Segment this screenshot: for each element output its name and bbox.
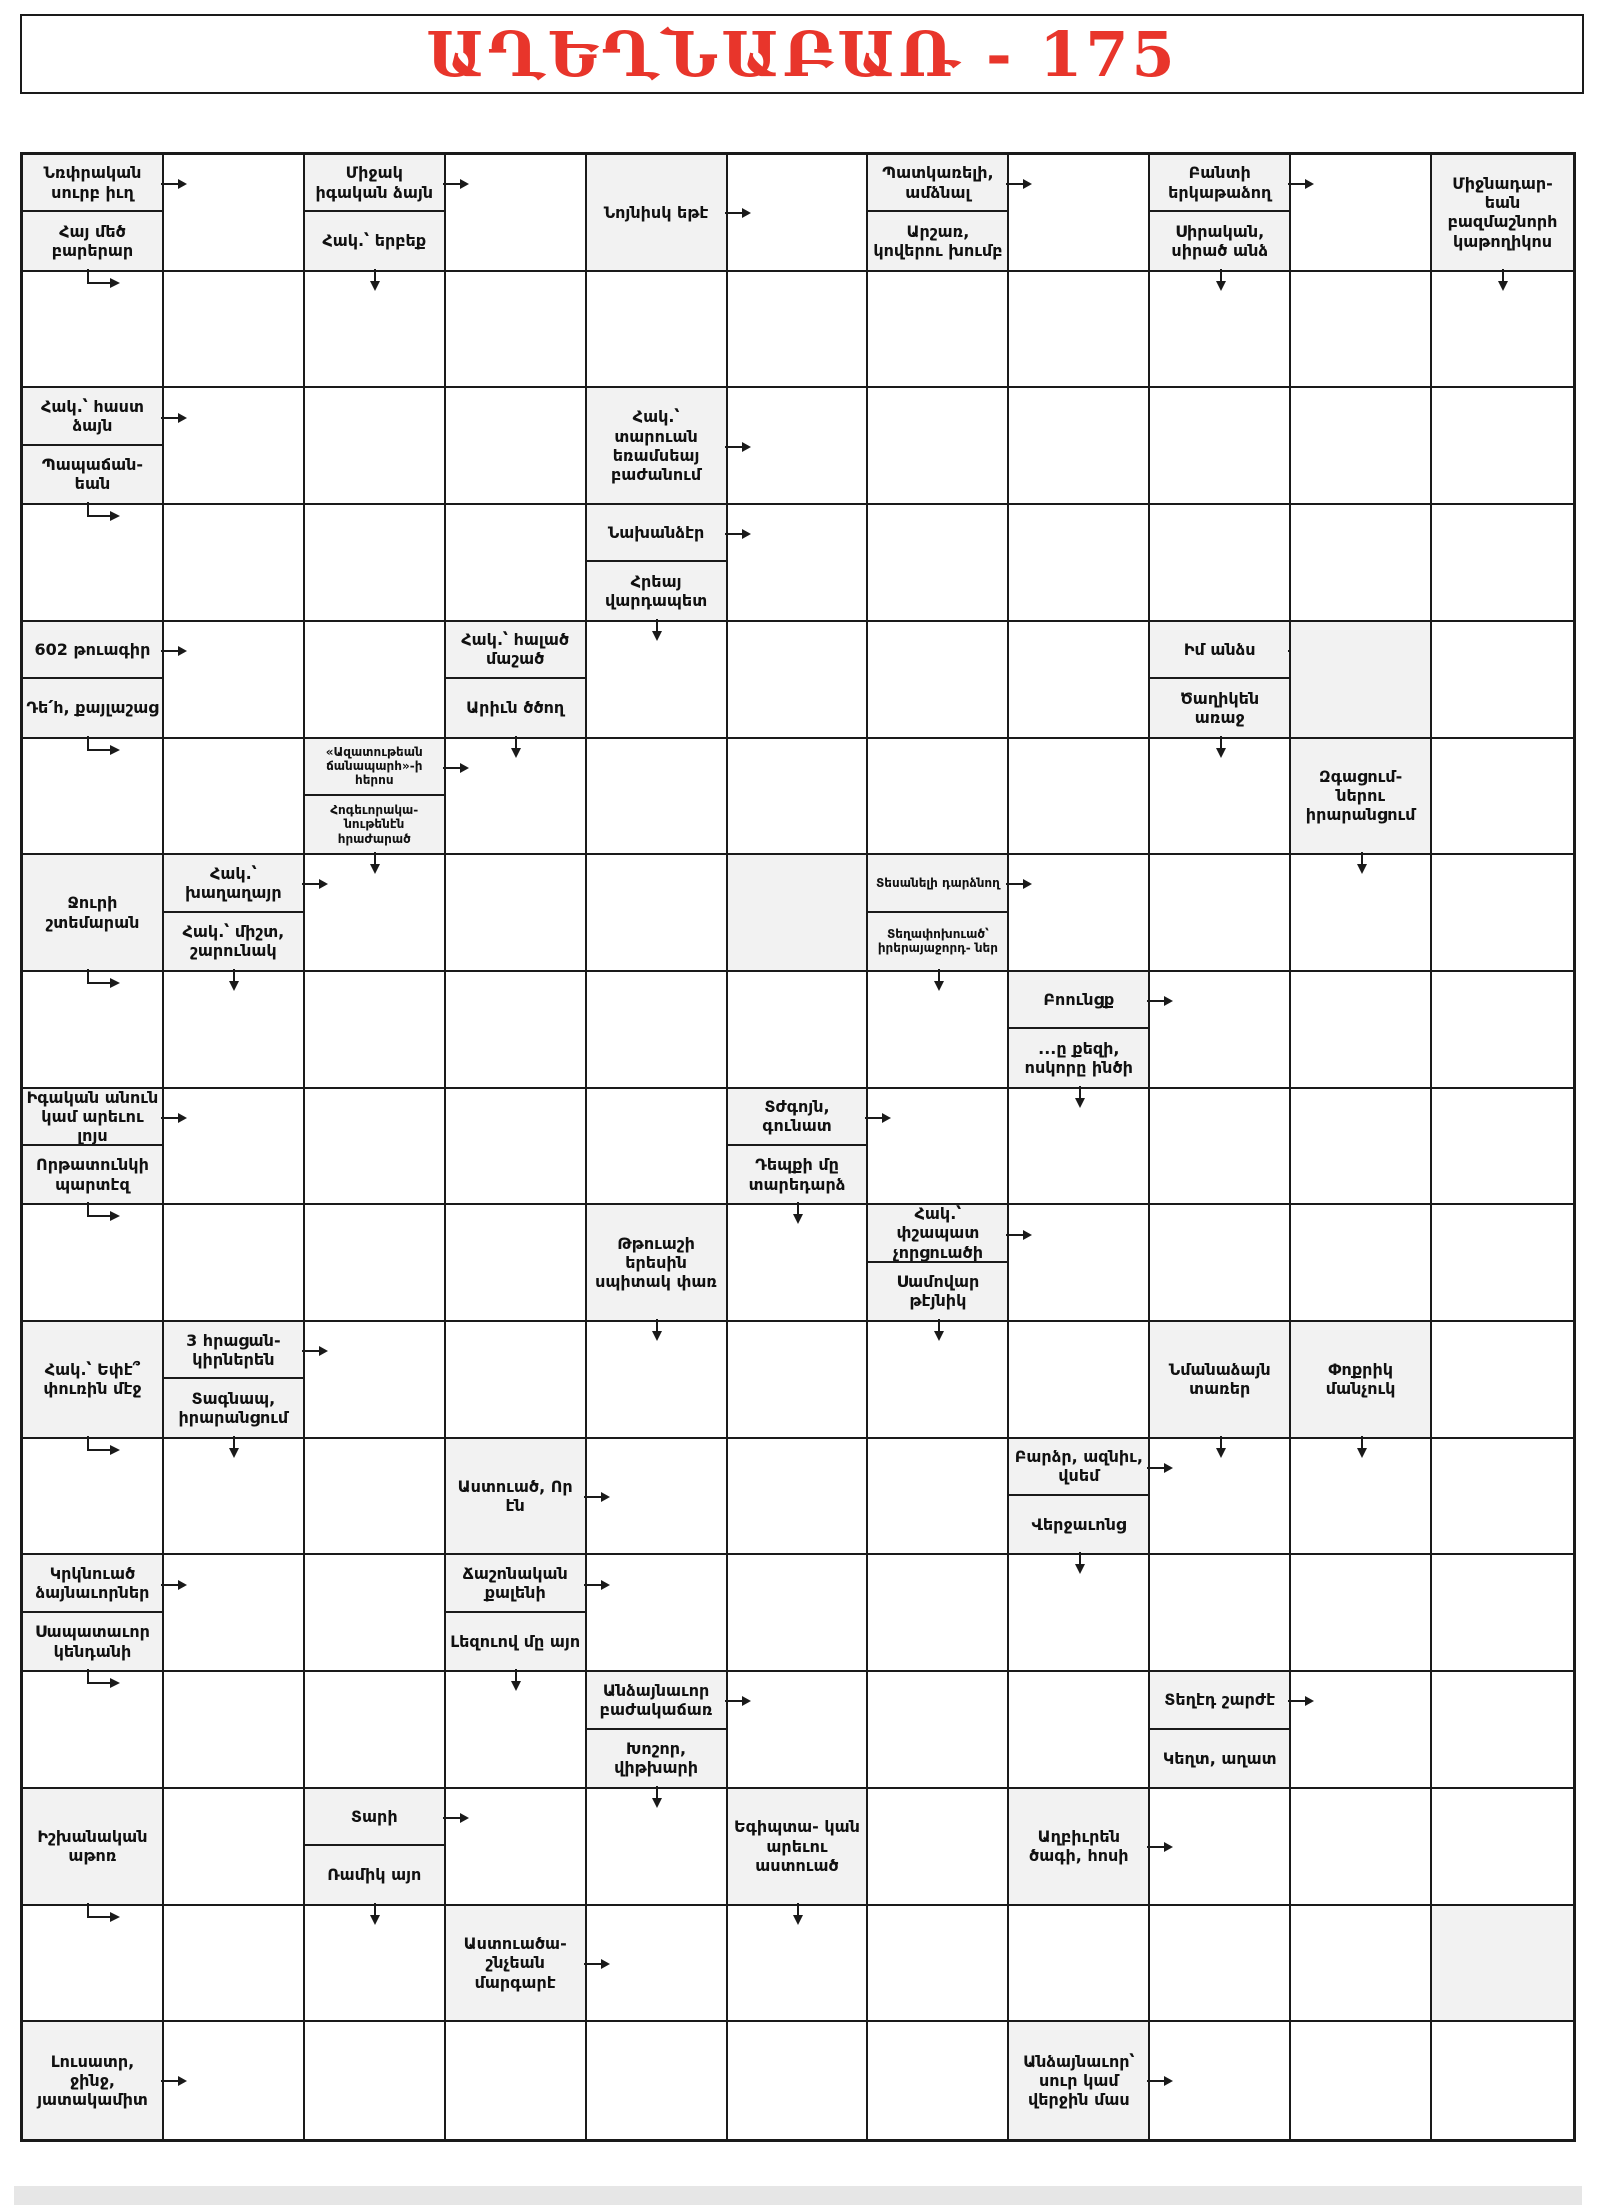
answer-cell[interactable]	[305, 1906, 446, 2023]
answer-cell[interactable]	[1432, 1322, 1573, 1439]
answer-cell[interactable]	[587, 1906, 728, 2023]
clue-text: Նոյնիսկ եթէ	[587, 155, 726, 270]
clue-cell	[305, 155, 446, 272]
answer-cell[interactable]	[587, 1555, 728, 1672]
answer-cell[interactable]	[23, 1205, 164, 1322]
answer-cell[interactable]	[587, 2022, 728, 2139]
answer-cell[interactable]	[1009, 155, 1150, 272]
answer-cell[interactable]	[1432, 505, 1573, 622]
answer-cell[interactable]	[1009, 1555, 1150, 1672]
clue-text: Աղբիւրեն ծագի, հոսի	[1009, 1789, 1148, 1904]
clue-cell	[23, 388, 164, 505]
answer-cell[interactable]	[587, 739, 728, 856]
clue-text-top: Հակ.՝ խաղաղայր	[164, 855, 303, 912]
clue-cell	[446, 622, 587, 739]
answer-cell[interactable]	[868, 505, 1009, 622]
answer-cell[interactable]	[868, 1439, 1009, 1556]
answer-cell[interactable]	[164, 1906, 305, 2023]
answer-cell[interactable]	[1150, 2022, 1291, 2139]
answer-cell[interactable]	[1291, 1089, 1432, 1206]
crossword-grid	[20, 152, 1576, 2142]
answer-cell[interactable]	[446, 1322, 587, 1439]
answer-cell[interactable]	[587, 622, 728, 739]
clue-cell	[587, 155, 728, 272]
answer-cell[interactable]	[868, 622, 1009, 739]
clue-cell	[728, 1089, 869, 1206]
clue-cell	[164, 1322, 305, 1439]
answer-cell[interactable]	[164, 505, 305, 622]
answer-cell[interactable]	[1009, 505, 1150, 622]
clue-text-bottom: ...ը քեզի, ոսկորը ինծի	[1009, 1029, 1148, 1086]
clue-text: Զգացում- ներու իրարանցում	[1291, 739, 1430, 854]
clue-text-top: Իգական անուն կամ արեւու լոյս	[23, 1089, 162, 1146]
clue-text-bottom: Խոշոր, վիթխարի	[587, 1730, 726, 1787]
answer-cell[interactable]	[305, 1089, 446, 1206]
clue-text-top: Բարձր, ազնիւ, վսեմ	[1009, 1439, 1148, 1496]
clue-cell	[1150, 622, 1291, 739]
answer-cell[interactable]	[1150, 505, 1291, 622]
clue-cell	[1150, 1672, 1291, 1789]
answer-cell[interactable]	[1432, 1089, 1573, 1206]
clue-text: Հակ.՝ Եփէ՞ փուռին մէջ	[23, 1322, 162, 1437]
answer-cell[interactable]	[728, 1906, 869, 2023]
clue-cell	[305, 739, 446, 856]
clue-text-top: Պատկառելի, ամձնալ	[868, 155, 1007, 212]
answer-cell[interactable]	[1009, 739, 1150, 856]
answer-cell[interactable]	[446, 1089, 587, 1206]
answer-cell[interactable]	[1009, 855, 1150, 972]
clue-text-top: Բոունցք	[1009, 972, 1148, 1029]
answer-cell[interactable]	[305, 622, 446, 739]
answer-cell[interactable]	[1009, 622, 1150, 739]
answer-cell[interactable]	[23, 739, 164, 856]
answer-cell[interactable]	[868, 272, 1009, 389]
answer-cell[interactable]	[1432, 855, 1573, 972]
clue-text-top: Տեղէդ շարժէ	[1150, 1672, 1289, 1729]
answer-cell[interactable]	[1150, 972, 1291, 1089]
clue-text-top: Տժգոյն, գունատ	[728, 1089, 867, 1146]
answer-cell[interactable]	[164, 2022, 305, 2139]
answer-cell[interactable]	[1432, 972, 1573, 1089]
answer-cell[interactable]	[868, 388, 1009, 505]
answer-cell[interactable]	[1150, 1555, 1291, 1672]
answer-cell[interactable]	[728, 272, 869, 389]
clue-cell	[728, 1789, 869, 1906]
answer-cell[interactable]	[587, 1439, 728, 1556]
answer-cell[interactable]	[1291, 388, 1432, 505]
answer-cell[interactable]	[164, 1555, 305, 1672]
clue-text: Թթուաշի երեսին սպիտակ փառ	[587, 1205, 726, 1320]
answer-cell[interactable]	[305, 1205, 446, 1322]
answer-cell[interactable]	[164, 1205, 305, 1322]
answer-cell[interactable]	[23, 272, 164, 389]
answer-cell[interactable]	[728, 388, 869, 505]
answer-cell[interactable]	[1291, 505, 1432, 622]
clue-text-top: «Ազատութեան ճանապարհ»-ի հերոս	[305, 739, 444, 796]
answer-cell[interactable]	[728, 1322, 869, 1439]
clue-text: Աստուած, Որ էն	[446, 1439, 585, 1554]
answer-cell[interactable]	[1150, 855, 1291, 972]
clue-cell	[1009, 972, 1150, 1089]
clue-text-bottom: Հակ.՝ երբեք	[305, 212, 444, 269]
answer-cell[interactable]	[446, 1789, 587, 1906]
answer-cell[interactable]	[446, 1672, 587, 1789]
answer-cell[interactable]	[1150, 739, 1291, 856]
answer-cell[interactable]	[1291, 1789, 1432, 1906]
answer-cell[interactable]	[587, 272, 728, 389]
answer-cell[interactable]	[305, 1439, 446, 1556]
answer-cell[interactable]	[23, 505, 164, 622]
answer-cell[interactable]	[446, 155, 587, 272]
clue-text-top: 602 թուագիր	[23, 622, 162, 679]
answer-cell[interactable]	[164, 1089, 305, 1206]
answer-cell[interactable]	[728, 622, 869, 739]
answer-cell[interactable]	[1150, 1205, 1291, 1322]
clue-cell	[23, 855, 164, 972]
clue-cell	[587, 505, 728, 622]
answer-cell[interactable]	[1291, 622, 1432, 739]
answer-cell[interactable]	[164, 739, 305, 856]
answer-cell[interactable]	[1291, 1672, 1432, 1789]
clue-text-bottom: Հրեայ վարդապետ	[587, 562, 726, 619]
answer-cell[interactable]	[305, 1555, 446, 1672]
clue-cell	[23, 155, 164, 272]
answer-cell[interactable]	[587, 972, 728, 1089]
answer-cell[interactable]	[1432, 1555, 1573, 1672]
answer-cell[interactable]	[305, 2022, 446, 2139]
clue-cell	[23, 1789, 164, 1906]
answer-cell[interactable]	[1291, 1906, 1432, 2023]
clue-text-bottom: Կեղտ, աղատ	[1150, 1730, 1289, 1787]
clue-cell	[1009, 1439, 1150, 1556]
answer-cell[interactable]	[446, 505, 587, 622]
clue-cell	[1291, 739, 1432, 856]
answer-cell[interactable]	[23, 1672, 164, 1789]
answer-cell[interactable]	[164, 388, 305, 505]
title-box	[20, 14, 1584, 94]
answer-cell[interactable]	[868, 1789, 1009, 1906]
answer-cell[interactable]	[587, 1322, 728, 1439]
clue-text-top: 3 հրացան- կիրներեն	[164, 1322, 303, 1379]
answer-cell[interactable]	[1432, 622, 1573, 739]
answer-cell[interactable]	[164, 1789, 305, 1906]
clue-cell	[1150, 155, 1291, 272]
clue-text: Աստուածա- շնչեան մարգարէ	[446, 1906, 585, 2021]
clue-text-bottom: Ռամիկ այո	[305, 1846, 444, 1903]
footer-band	[14, 2186, 1582, 2205]
clue-text-top: Հակ.՝ հաստ ձայն	[23, 388, 162, 445]
clue-cell	[868, 1205, 1009, 1322]
answer-cell[interactable]	[1009, 1906, 1150, 2023]
clue-cell	[23, 1555, 164, 1672]
answer-cell[interactable]	[1009, 388, 1150, 505]
answer-cell[interactable]	[1009, 1205, 1150, 1322]
answer-cell[interactable]	[868, 1672, 1009, 1789]
answer-cell[interactable]	[305, 972, 446, 1089]
answer-cell[interactable]	[587, 1089, 728, 1206]
clue-text-bottom: Սիրական, սիրած անձ	[1150, 212, 1289, 269]
answer-cell[interactable]	[728, 2022, 869, 2139]
clue-text-bottom: Ծաղիկեն առաջ	[1150, 679, 1289, 736]
answer-cell[interactable]	[868, 1089, 1009, 1206]
answer-cell[interactable]	[164, 1672, 305, 1789]
clue-text: Իշխանական աթոռ	[23, 1789, 162, 1904]
answer-cell[interactable]	[305, 1322, 446, 1439]
clue-text-top: Հակ.՝ հալած մաշած	[446, 622, 585, 679]
answer-cell[interactable]	[1009, 1089, 1150, 1206]
clue-text-top: Նախանձէր	[587, 505, 726, 562]
clue-cell	[446, 1555, 587, 1672]
answer-cell[interactable]	[728, 1205, 869, 1322]
clue-cell	[1432, 155, 1573, 272]
answer-cell[interactable]	[728, 1439, 869, 1556]
answer-cell[interactable]	[1432, 739, 1573, 856]
answer-cell[interactable]	[1432, 1672, 1573, 1789]
clue-cell	[23, 2022, 164, 2139]
answer-cell[interactable]	[728, 505, 869, 622]
clue-text-bottom: Արշառ, կովերու խումբ	[868, 212, 1007, 269]
clue-text: Փոքրիկ մանչուկ	[1291, 1322, 1430, 1437]
answer-cell[interactable]	[1432, 1789, 1573, 1906]
clue-text-bottom: Պապաճան- եան	[23, 446, 162, 503]
answer-cell[interactable]	[164, 1439, 305, 1556]
answer-cell[interactable]	[1009, 1672, 1150, 1789]
clue-cell	[23, 1089, 164, 1206]
clue-text-top: Իմ անձս	[1150, 622, 1289, 679]
clue-cell	[446, 1906, 587, 2023]
clue-text-top: Հակ.՝ փշապատ չորցուածի	[868, 1205, 1007, 1262]
answer-cell[interactable]	[164, 622, 305, 739]
answer-cell[interactable]	[305, 505, 446, 622]
clue-cell	[868, 155, 1009, 272]
answer-cell[interactable]	[1009, 1322, 1150, 1439]
answer-cell[interactable]	[728, 855, 869, 972]
clue-text-top: Տեսանելի դարձնող	[868, 855, 1007, 912]
clue-text-bottom: Տագնապ, իրարանցում	[164, 1379, 303, 1436]
answer-cell[interactable]	[1150, 388, 1291, 505]
clue-text-bottom: Հայ մեծ բարերար	[23, 212, 162, 269]
clue-cell	[23, 1322, 164, 1439]
clue-text-bottom: Հոգեւորակա- նութենէն հրաժարած	[305, 796, 444, 853]
answer-cell[interactable]	[164, 972, 305, 1089]
clue-text-top: Բանտի երկաթաձող	[1150, 155, 1289, 212]
answer-cell[interactable]	[1291, 1439, 1432, 1556]
answer-cell[interactable]	[1432, 388, 1573, 505]
clue-cell	[305, 1789, 446, 1906]
answer-cell[interactable]	[1009, 272, 1150, 389]
answer-cell[interactable]	[728, 1555, 869, 1672]
answer-cell[interactable]	[728, 972, 869, 1089]
clue-text-top: Նռփրական սուրբ իւղ	[23, 155, 162, 212]
answer-cell[interactable]	[23, 1439, 164, 1556]
clue-text: Անձայնաւոր՝ սուր կամ վերջին մաս	[1009, 2022, 1148, 2139]
clue-text-bottom: Հակ.՝ միշտ, շարունակ	[164, 913, 303, 970]
clue-text-bottom: Լեզուով մը այո	[446, 1613, 585, 1670]
clue-text: Եգիպտա- կան արեւու աստուած	[728, 1789, 867, 1904]
clue-text-bottom: Դե՛հ, քայլաշաց	[23, 679, 162, 736]
answer-cell[interactable]	[1432, 1439, 1573, 1556]
answer-cell[interactable]	[1150, 272, 1291, 389]
clue-text-top: Ճաշոնական քալենի	[446, 1555, 585, 1612]
clue-cell	[164, 855, 305, 972]
clue-cell	[587, 1205, 728, 1322]
answer-cell[interactable]	[1291, 1555, 1432, 1672]
answer-cell[interactable]	[1150, 1906, 1291, 2023]
answer-cell[interactable]	[728, 155, 869, 272]
answer-cell[interactable]	[1432, 1906, 1573, 2023]
clue-text-bottom: Սամովար թէյնիկ	[868, 1263, 1007, 1320]
clue-text-bottom: Որթատունկի պարտէզ	[23, 1146, 162, 1203]
clue-text-bottom: Դեպքի մը տարեդարձ	[728, 1146, 867, 1203]
answer-cell[interactable]	[1291, 972, 1432, 1089]
answer-cell[interactable]	[1150, 1789, 1291, 1906]
clue-cell	[23, 622, 164, 739]
answer-cell[interactable]	[446, 972, 587, 1089]
clue-text-bottom: Վերջաւոնց	[1009, 1496, 1148, 1553]
clue-cell	[587, 1672, 728, 1789]
answer-cell[interactable]	[446, 2022, 587, 2139]
answer-cell[interactable]	[446, 739, 587, 856]
answer-cell[interactable]	[1291, 2022, 1432, 2139]
answer-cell[interactable]	[868, 1322, 1009, 1439]
answer-cell[interactable]	[446, 1205, 587, 1322]
clue-cell	[1291, 1322, 1432, 1439]
clue-text-bottom: Արիւն ծծող	[446, 679, 585, 736]
answer-cell[interactable]	[23, 972, 164, 1089]
clue-cell	[1009, 2022, 1150, 2139]
answer-cell[interactable]	[305, 1672, 446, 1789]
clue-text: Միջնադար- եան բազմաշնորհ կաթողիկոս	[1432, 155, 1573, 270]
clue-text: Նմանաձայն տառեր	[1150, 1322, 1289, 1437]
answer-cell[interactable]	[587, 1789, 728, 1906]
answer-cell[interactable]	[164, 272, 305, 389]
clue-text-top: Տարի	[305, 1789, 444, 1846]
page-title: ԱՂԵՂՆԱԲԱՌ - 175	[426, 17, 1178, 91]
answer-cell[interactable]	[446, 272, 587, 389]
answer-cell[interactable]	[1150, 1089, 1291, 1206]
answer-cell[interactable]	[305, 388, 446, 505]
clue-cell	[868, 855, 1009, 972]
answer-cell[interactable]	[1291, 155, 1432, 272]
answer-cell[interactable]	[1432, 2022, 1573, 2139]
clue-text-bottom: Տեղափոխուած՝ իրերայաջորդ- ներ	[868, 913, 1007, 970]
clue-text-top: Կրկնուած ձայնաւորներ	[23, 1555, 162, 1612]
answer-cell[interactable]	[164, 155, 305, 272]
answer-cell[interactable]	[1432, 272, 1573, 389]
clue-cell	[1150, 1322, 1291, 1439]
answer-cell[interactable]	[23, 1906, 164, 2023]
answer-cell[interactable]	[1291, 855, 1432, 972]
clue-text: Լուսատր, ջինջ, յատակամիտ	[23, 2022, 162, 2139]
clue-cell	[587, 388, 728, 505]
answer-cell[interactable]	[868, 739, 1009, 856]
clue-text-top: Անձայնաւոր բաժակաճառ	[587, 1672, 726, 1729]
answer-cell[interactable]	[305, 272, 446, 389]
answer-cell[interactable]	[446, 855, 587, 972]
clue-text: Հակ.՝ տարուան եռամսեայ բաժանում	[587, 388, 726, 503]
clue-text-bottom: Սապատաւոր կենդանի	[23, 1613, 162, 1670]
clue-text: Ջուրի շտեմարան	[23, 855, 162, 970]
answer-cell[interactable]	[587, 855, 728, 972]
answer-cell[interactable]	[728, 1672, 869, 1789]
answer-cell[interactable]	[446, 388, 587, 505]
answer-cell[interactable]	[1150, 1439, 1291, 1556]
answer-cell[interactable]	[868, 1555, 1009, 1672]
answer-cell[interactable]	[728, 739, 869, 856]
answer-cell[interactable]	[1291, 1205, 1432, 1322]
clue-cell	[1009, 1789, 1150, 1906]
clue-cell	[446, 1439, 587, 1556]
answer-cell[interactable]	[305, 855, 446, 972]
answer-cell[interactable]	[1432, 1205, 1573, 1322]
answer-cell[interactable]	[868, 972, 1009, 1089]
answer-cell[interactable]	[1291, 272, 1432, 389]
answer-cell[interactable]	[868, 1906, 1009, 2023]
clue-text-top: Միջակ իգական ձայն	[305, 155, 444, 212]
answer-cell[interactable]	[868, 2022, 1009, 2139]
